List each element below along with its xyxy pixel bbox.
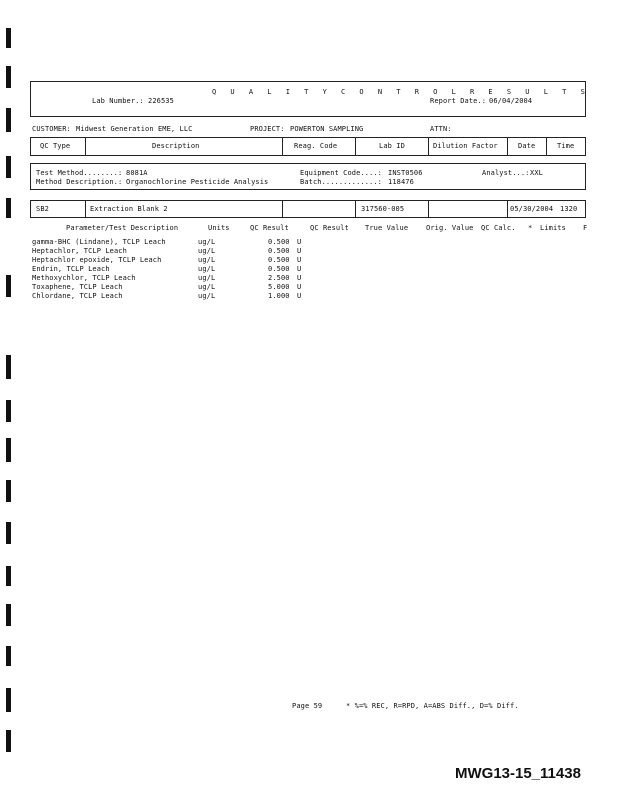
column-divider: [85, 200, 86, 218]
analyst: XXL: [530, 169, 543, 177]
project-label: PROJECT:: [250, 125, 285, 133]
hdr-parameter: Parameter/Test Description: [66, 224, 179, 232]
table-row: [32, 283, 312, 292]
row-parameter: Heptachlor, TCLP Leach: [32, 247, 127, 255]
customer-label: CUSTOMER:: [32, 125, 71, 133]
row-units: ug/L: [198, 283, 216, 291]
binder-mark: [6, 566, 11, 586]
row-units: ug/L: [198, 247, 216, 255]
qc-row-lab-id: 317560-005: [361, 205, 405, 213]
report-title: Q U A L I T Y C O N T R O L R E S U L T S: [212, 88, 590, 96]
table-row: [32, 247, 312, 256]
row-units: ug/L: [198, 292, 216, 300]
page-number: Page 59: [292, 702, 323, 710]
table-row: [32, 292, 312, 301]
test-method: 8081A: [126, 169, 148, 177]
hdr-qc-calc: QC Calc.: [481, 224, 516, 232]
row-parameter: gamma-BHC (Lindane), TCLP Leach: [32, 238, 166, 246]
column-divider: [428, 137, 429, 156]
lab-number-label: Lab Number.:: [92, 97, 144, 105]
footer-legend: * %=% REC, R=RPD, A=ABS Diff., D=% Diff.: [346, 702, 519, 710]
customer-name: Midwest Generation EME, LLC: [76, 125, 193, 133]
qc-row-date: 05/30/2004: [510, 205, 554, 213]
col-qc-type: QC Type: [40, 142, 71, 150]
col-reag-code: Reag. Code: [294, 142, 338, 150]
column-divider: [282, 200, 283, 218]
binder-mark: [6, 646, 11, 666]
row-value: 0.500: [268, 256, 290, 264]
hdr-qc-result-1: QC Result: [250, 224, 289, 232]
batch-label: Batch.............:: [300, 178, 382, 186]
table-row: [32, 274, 312, 283]
binder-mark: [6, 28, 11, 48]
hdr-f: F: [583, 224, 588, 232]
qc-row-type: SB2: [36, 205, 49, 213]
binder-mark: [6, 198, 11, 218]
binder-mark: [6, 108, 11, 132]
qc-row-description: Extraction Blank 2: [90, 205, 168, 213]
row-units: ug/L: [198, 265, 216, 273]
row-flag: U: [297, 265, 302, 273]
col-lab-id: Lab ID: [379, 142, 405, 150]
equipment-code: INST0506: [388, 169, 423, 177]
row-units: ug/L: [198, 256, 216, 264]
row-parameter: Chlordane, TCLP Leach: [32, 292, 123, 300]
test-method-label: Test Method........:: [36, 169, 123, 177]
hdr-orig-value: Orig. Value: [426, 224, 474, 232]
binder-mark: [6, 355, 11, 379]
table-row: [32, 238, 312, 247]
equipment-label: Equipment Code....:: [300, 169, 382, 177]
binder-mark: [6, 66, 11, 88]
row-flag: U: [297, 274, 302, 282]
table-row: [32, 265, 312, 274]
binder-mark: [6, 480, 11, 502]
binder-mark: [6, 604, 11, 626]
attn-label: ATTN:: [430, 125, 452, 133]
binder-mark: [6, 730, 11, 752]
hdr-units: Units: [208, 224, 230, 232]
batch: 118476: [388, 178, 414, 186]
report-date-label: Report Date.:: [430, 97, 487, 105]
column-divider: [355, 137, 356, 156]
row-value: 0.500: [268, 247, 290, 255]
analyst-label: Analyst...:: [482, 169, 530, 177]
hdr-flag: *: [528, 224, 533, 232]
row-parameter: Methoxychlor, TCLP Leach: [32, 274, 136, 282]
column-divider: [85, 137, 86, 156]
column-divider: [282, 137, 283, 156]
lab-number: 226535: [148, 97, 174, 105]
col-dilution-factor: Dilution Factor: [433, 142, 498, 150]
row-value: 1.000: [268, 292, 290, 300]
document-id: MWG13-15_11438: [455, 765, 581, 782]
row-flag: U: [297, 256, 302, 264]
col-time: Time: [557, 142, 575, 150]
method-desc: Organochlorine Pesticide Analysis: [126, 178, 269, 186]
column-divider: [546, 137, 547, 156]
hdr-qc-result-2: QC Result: [310, 224, 349, 232]
column-divider: [355, 200, 356, 218]
qc-row-time: 1320: [560, 205, 578, 213]
hdr-true-value: True Value: [365, 224, 409, 232]
col-description: Description: [152, 142, 200, 150]
row-parameter: Toxaphene, TCLP Leach: [32, 283, 123, 291]
row-value: 0.500: [268, 265, 290, 273]
row-parameter: Endrin, TCLP Leach: [32, 265, 110, 273]
project-name: POWERTON SAMPLING: [290, 125, 364, 133]
method-desc-label: Method Description.:: [36, 178, 123, 186]
row-value: 5.000: [268, 283, 290, 291]
row-flag: U: [297, 292, 302, 300]
report-date: 06/04/2004: [489, 97, 533, 105]
row-units: ug/L: [198, 274, 216, 282]
binder-mark: [6, 156, 11, 178]
table-row: [32, 256, 312, 265]
row-units: ug/L: [198, 238, 216, 246]
binder-mark: [6, 522, 11, 544]
row-flag: U: [297, 247, 302, 255]
hdr-limits: Limits: [540, 224, 566, 232]
row-value: 2.500: [268, 274, 290, 282]
column-divider: [507, 137, 508, 156]
row-flag: U: [297, 283, 302, 291]
binder-mark: [6, 688, 11, 712]
binder-mark: [6, 438, 11, 462]
col-date: Date: [518, 142, 536, 150]
column-divider: [507, 200, 508, 218]
binder-mark: [6, 275, 11, 297]
row-value: 0.500: [268, 238, 290, 246]
binder-mark: [6, 400, 11, 422]
row-flag: U: [297, 238, 302, 246]
row-parameter: Heptachlor epoxide, TCLP Leach: [32, 256, 162, 264]
column-divider: [428, 200, 429, 218]
